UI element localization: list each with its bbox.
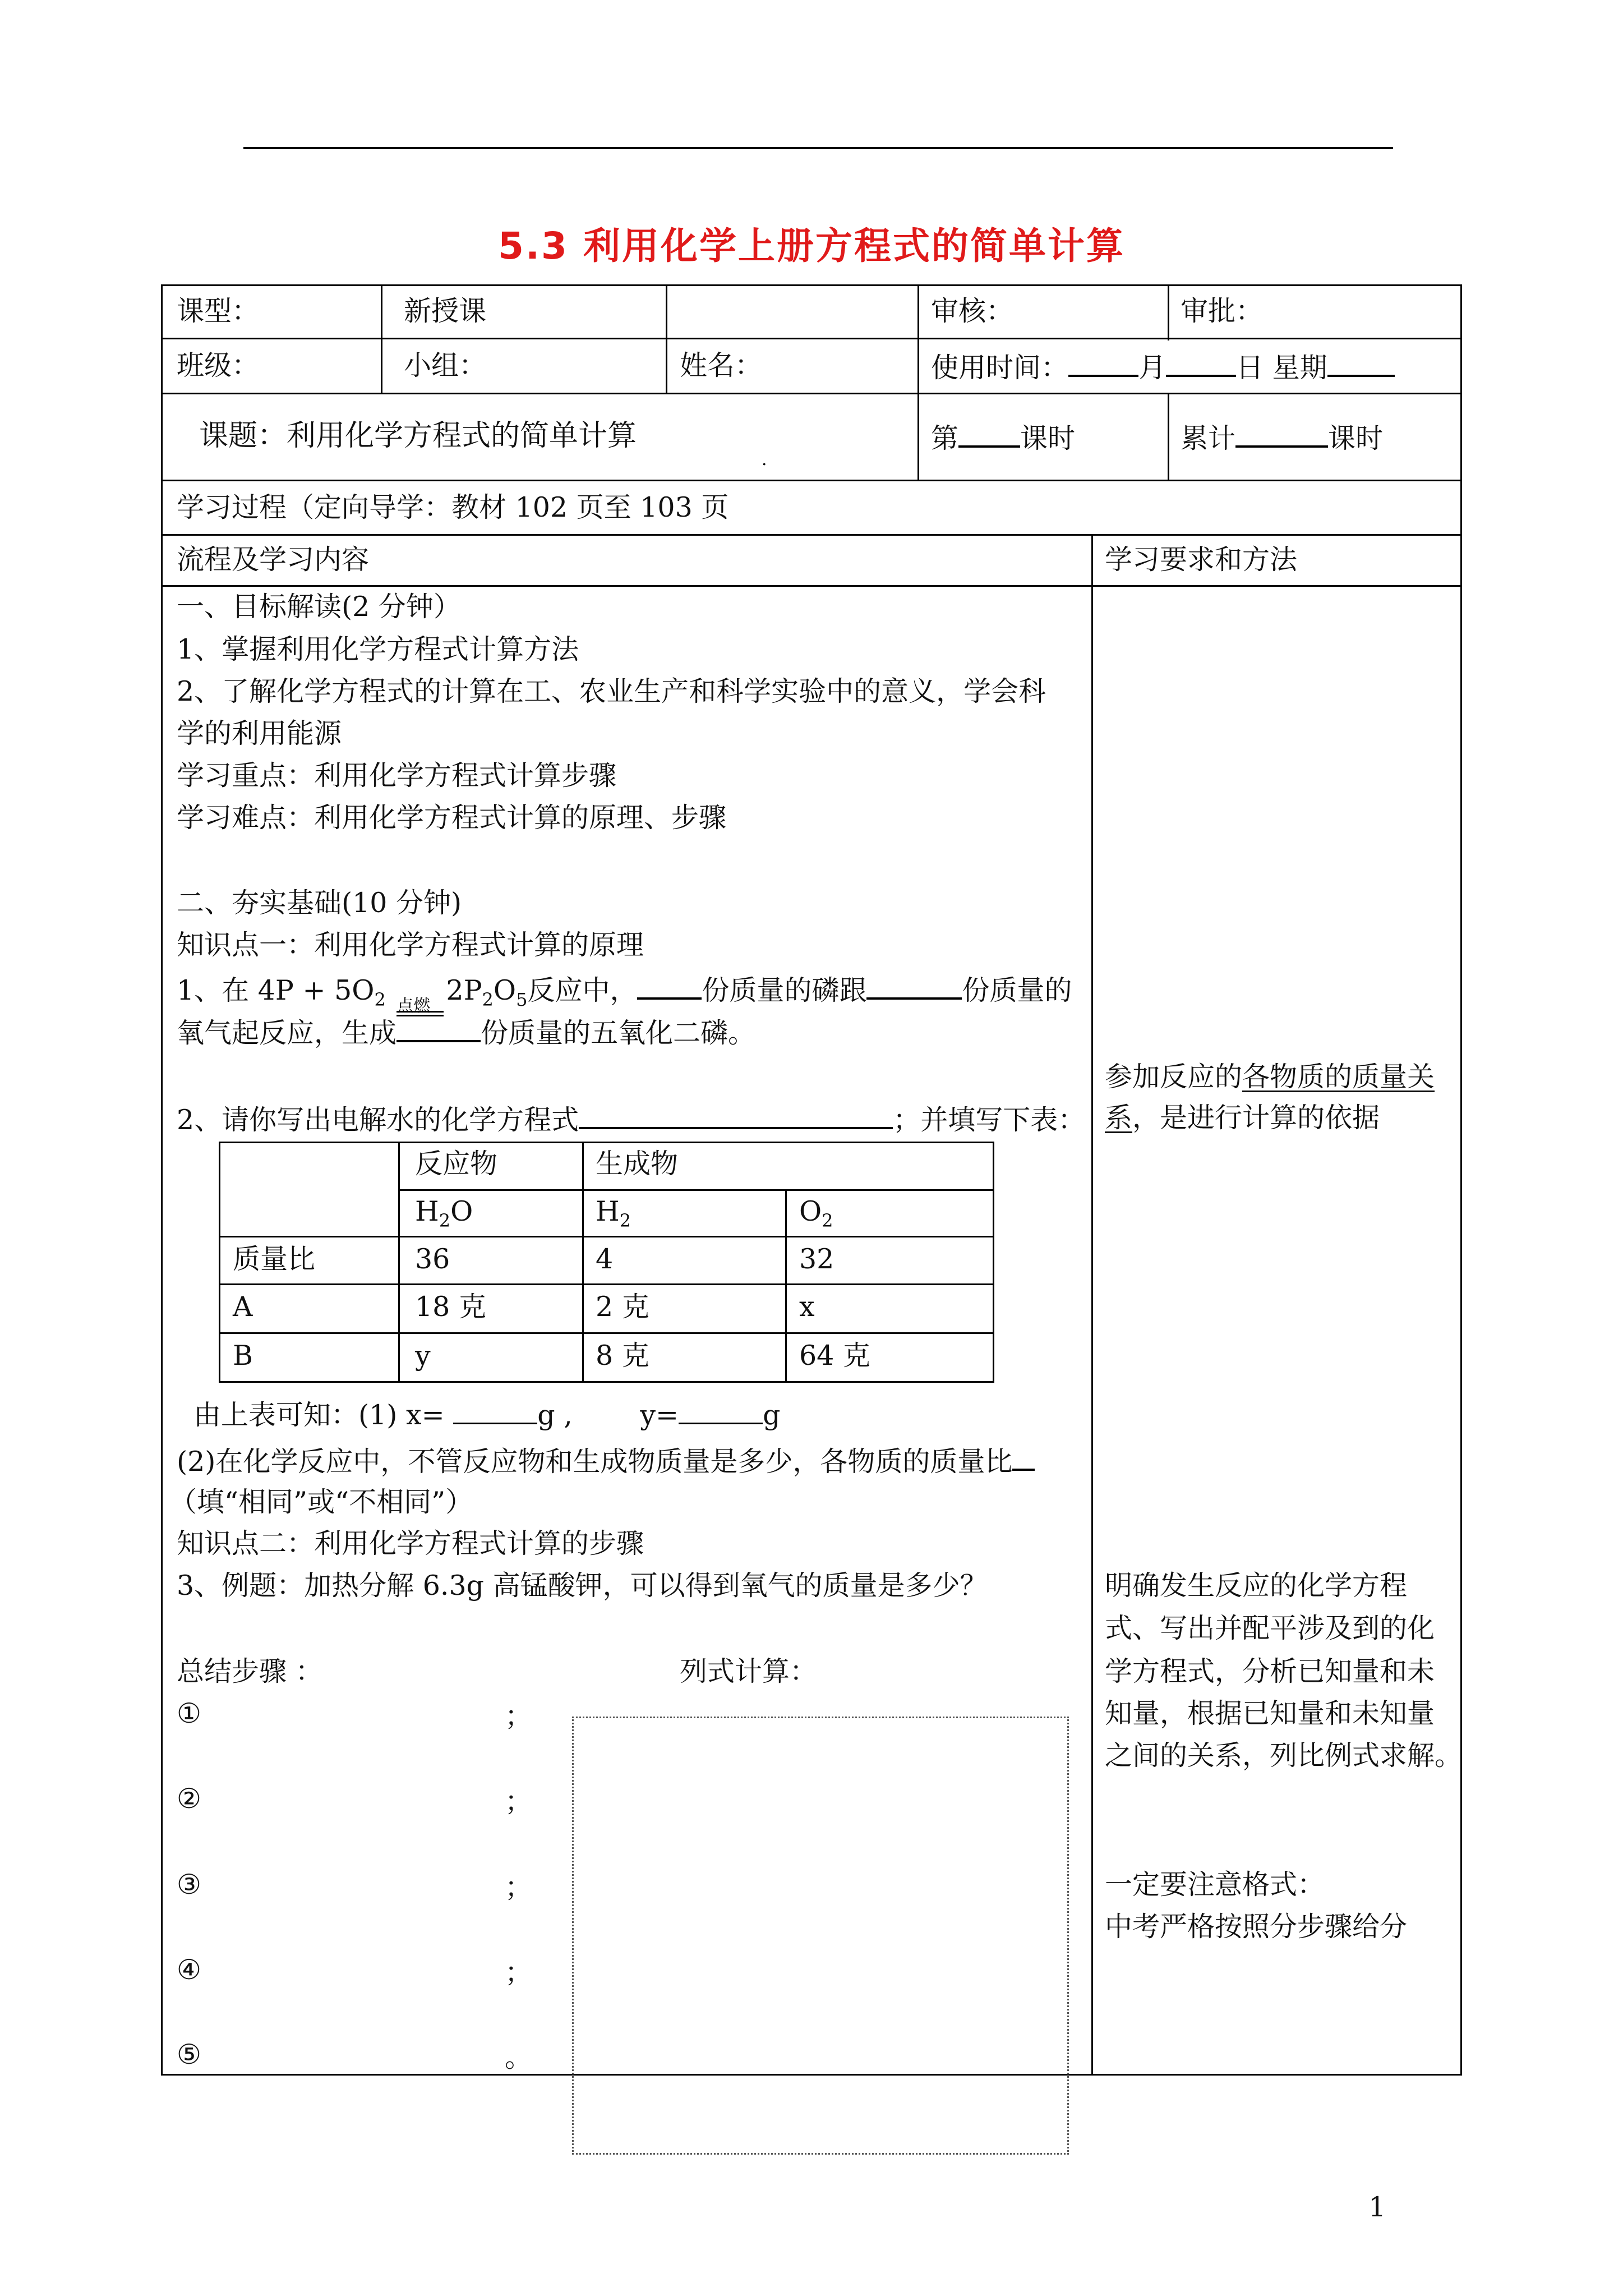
equation-reactants: 1、在 4P + 5O	[177, 974, 375, 1006]
table-cell: 64 克	[799, 1340, 870, 1372]
question-1-line1	[177, 972, 1072, 1016]
process-line: 学习过程（定向导学：教材 102 页至 103 页	[177, 491, 729, 523]
equation-product-o: O	[493, 974, 517, 1006]
example-question: 3、例题：加热分解 6.3g 高锰酸钾，可以得到氧气的质量是多少？	[177, 1570, 988, 1602]
usage-time-label: 使用时间：	[931, 352, 1069, 384]
table-cell: 32	[799, 1243, 834, 1275]
table-border-left	[161, 284, 163, 2076]
table-cell: 36	[415, 1243, 450, 1275]
q1-text: 份质量的磷跟	[702, 974, 867, 1006]
group-label: 小组：	[404, 349, 487, 381]
table-line	[161, 585, 1462, 587]
calculation-label: 列式计算：	[680, 1655, 818, 1687]
note-steps-line: 知量，根据已知量和未知量	[1105, 1697, 1435, 1729]
note-steps-line: 明确发生反应的化学方程	[1105, 1570, 1408, 1602]
table-cell: x	[799, 1291, 815, 1323]
formula-o2: $O_2$	[799, 1195, 833, 1231]
lesson-topic: 课题：利用化学方程式的简单计算	[199, 419, 637, 453]
table-conclusion: 由上表可知：(1) x= g , y= g	[193, 1397, 781, 1432]
month-blank[interactable]	[1068, 349, 1138, 377]
course-type-label: 课型：	[177, 295, 260, 327]
total-blank[interactable]	[1235, 420, 1328, 448]
lesson-number	[931, 420, 1075, 455]
q2-text: 2、请你写出电解水的化学方程式	[177, 1104, 579, 1136]
summary-steps-label: 总结步骤 ：	[177, 1655, 323, 1687]
q1-text: 份质量的五氧化二磷。	[481, 1017, 756, 1049]
equation-blank[interactable]	[579, 1101, 893, 1129]
header-rule	[243, 147, 1393, 149]
study-focus: 学习重点：利用化学方程式计算步骤	[177, 760, 617, 792]
phosphorus-mass-blank[interactable]	[637, 972, 702, 1000]
note-steps-line: 之间的关系，列比例式求解。	[1105, 1740, 1463, 1772]
table-line	[381, 284, 382, 394]
table-cell: B	[233, 1340, 253, 1372]
step-number: ④	[177, 1954, 201, 1986]
day-label: 日 星期	[1236, 352, 1327, 384]
table-line	[161, 393, 1462, 394]
subscript: 5	[516, 988, 528, 1010]
q2-text: ；并填写下表：	[893, 1104, 1086, 1136]
question-2	[177, 1101, 1085, 1137]
condition-text: 点燃	[396, 996, 431, 1016]
table-line	[161, 338, 1462, 339]
calculation-answer-box[interactable]	[572, 1717, 1069, 2155]
day-blank[interactable]	[1166, 349, 1236, 377]
right-column-header: 学习要求和方法	[1105, 544, 1298, 576]
step-end: ；	[505, 1957, 533, 1989]
table-line	[666, 284, 667, 394]
goal-item-2-line1: 2、了解化学方程式的计算在工、农业生产和科学实验中的意义，学会科	[177, 675, 1046, 707]
table-line	[1168, 393, 1169, 480]
lesson-suffix: 课时	[1020, 422, 1076, 454]
usage-time	[931, 349, 1395, 385]
scan-dot: .	[762, 450, 767, 470]
table-line	[917, 284, 919, 480]
step-end: ；	[505, 1786, 533, 1818]
table-cell: 质量比	[233, 1243, 316, 1275]
section1-heading: 一、目标解读(2 分钟）	[177, 591, 461, 623]
question-2-2-line1: (2)在化学反应中，不管反应物和生成物质量是多少，各物质的质量比	[177, 1443, 1035, 1479]
table-line	[161, 534, 1462, 536]
lesson-prefix: 第	[931, 422, 959, 454]
y-value-blank[interactable]	[679, 1397, 763, 1424]
step-number: ②	[177, 1783, 201, 1815]
study-difficulty: 学习难点：利用化学方程式计算的原理、步骤	[177, 802, 727, 834]
table-header-reactant: 反应物	[415, 1148, 498, 1180]
note-steps-line: 学方程式，分析已知量和未	[1105, 1655, 1435, 1687]
question-2-2-line2: （填“相同”或“不相同”）	[169, 1486, 473, 1518]
oxygen-mass-blank[interactable]	[866, 972, 962, 1000]
weekday-blank[interactable]	[1327, 349, 1395, 377]
table-border-right	[1460, 284, 1462, 2076]
step-number: ⑤	[177, 2039, 201, 2070]
total-prefix: 累计	[1181, 422, 1236, 454]
knowledge-point-2: 知识点二：利用化学方程式计算的步骤	[177, 1527, 644, 1559]
note-format-line: 中考严格按照分步骤给分	[1105, 1911, 1408, 1943]
note-mass-relation-line2: 系，是进行计算的依据	[1105, 1102, 1380, 1134]
page-number: 1	[1368, 2191, 1386, 2223]
note-format-line: 一定要注意格式：	[1105, 1869, 1325, 1901]
q1-text: 反应中，	[527, 974, 638, 1006]
table-cell: 2 克	[596, 1291, 649, 1323]
approve-label: 审批：	[1181, 295, 1264, 327]
table-cell: y	[415, 1340, 431, 1372]
goal-item-2-line2: 学的利用能源	[177, 717, 342, 749]
table-cell: 18 克	[415, 1291, 486, 1323]
step-number: ③	[177, 1869, 201, 1901]
step-end: ；	[505, 1700, 533, 1732]
table-cell: 4	[596, 1243, 614, 1275]
note-mass-relation-line1: 参加反应的各物质的质量关	[1105, 1061, 1435, 1093]
table-line	[161, 480, 1462, 481]
product-mass-blank[interactable]	[396, 1014, 481, 1042]
table-border-top	[161, 284, 1462, 286]
total-suffix: 课时	[1328, 422, 1384, 454]
mass-ratio-table	[219, 1142, 993, 1383]
subscript: 2	[374, 988, 386, 1010]
knowledge-point-1: 知识点一：利用化学方程式计算的原理	[177, 929, 644, 961]
step-end: ；	[505, 1871, 533, 1903]
goal-item-1: 1、掌握利用化学方程式计算方法	[177, 633, 579, 665]
month-label: 月	[1138, 352, 1166, 384]
table-cell: 8 克	[596, 1340, 649, 1372]
table-line	[1091, 534, 1093, 2076]
lesson-blank[interactable]	[958, 420, 1020, 448]
note-steps-line: 式、写出并配平涉及到的化	[1105, 1612, 1435, 1644]
subscript: 2	[482, 988, 494, 1010]
step-number: ①	[177, 1697, 201, 1729]
question-1-line2	[177, 1014, 755, 1050]
page-title: 5.3 利用化学上册方程式的简单计算	[498, 224, 1125, 268]
class-label: 班级：	[177, 349, 260, 381]
cumulative-lessons	[1181, 420, 1383, 455]
section2-heading: 二、夯实基础(10 分钟)	[177, 887, 462, 919]
equation-product: 2P	[446, 974, 482, 1006]
ratio-blank[interactable]	[1012, 1443, 1035, 1471]
name-label: 姓名：	[680, 349, 763, 381]
table-line	[1168, 284, 1169, 341]
q1-text: 氧气起反应，生成	[177, 1017, 397, 1049]
left-column-header: 流程及学习内容	[177, 544, 370, 576]
step-end: 。	[505, 2041, 533, 2073]
x-value-blank[interactable]	[453, 1397, 537, 1424]
course-type-value: 新授课	[404, 295, 487, 327]
review-label: 审核：	[931, 295, 1014, 327]
table-header-product: 生成物	[596, 1148, 679, 1180]
formula-h2: $H_2$	[596, 1195, 631, 1231]
q1-text: 份质量的	[962, 974, 1072, 1006]
table-cell: A	[233, 1291, 253, 1323]
formula-h2o: $H_2O$	[415, 1195, 473, 1231]
